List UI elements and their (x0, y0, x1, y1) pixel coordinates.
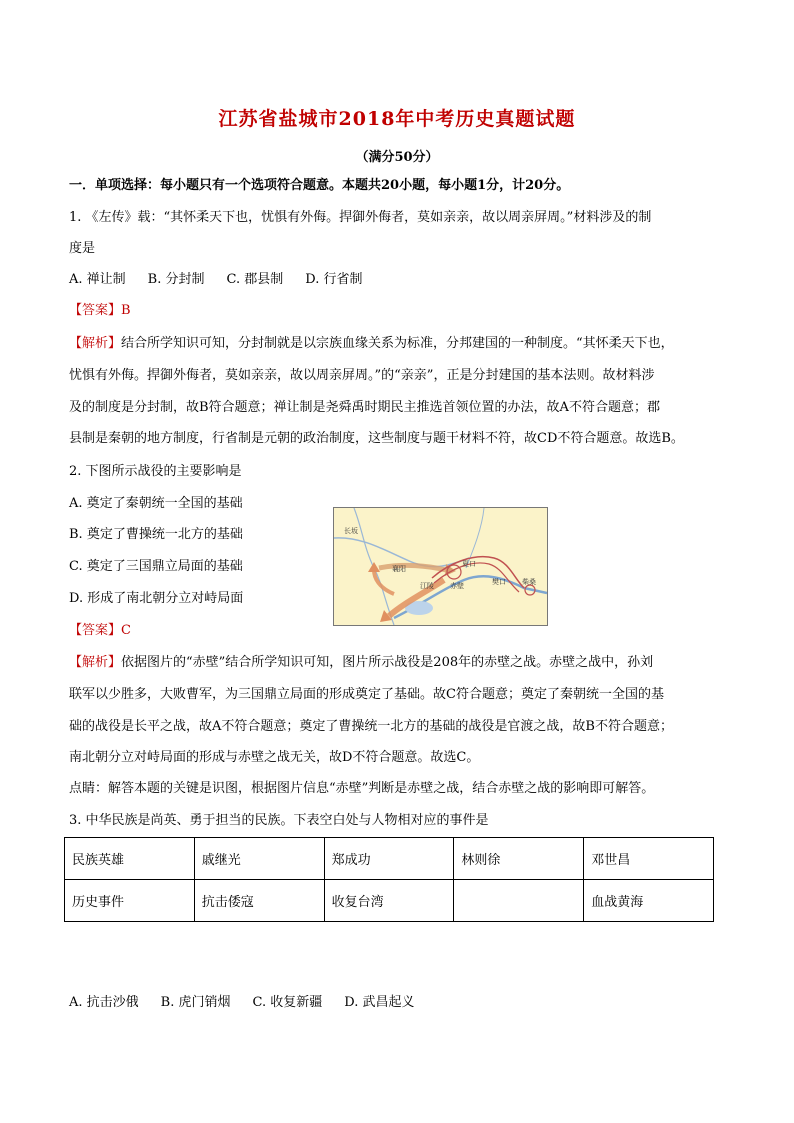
q3-option-a: A. 抗击沙俄 (69, 995, 139, 1010)
q2-analysis-line2: 联军以少胜多，大败曹军，为三国鼎立局面的形成奠定了基础。故C符合题意；奠定了秦朝统一全国的基 (69, 687, 664, 702)
table-row (65, 880, 714, 922)
q2-analysis-label: 【解析】 (69, 655, 122, 670)
table-cell: 民族英雄 (65, 838, 195, 880)
battle-map-image (333, 507, 548, 626)
q2-answer-label: 【答案】 (69, 623, 122, 638)
q2-stem: 2. 下图所示战役的主要影响是 (69, 464, 242, 479)
q3-option-d: D. 武昌起义 (344, 995, 415, 1010)
map-label-jiangling: 江陵 (420, 582, 434, 590)
q1-option-a: A. 禅让制 (69, 272, 126, 287)
q2-answer-value: C (121, 623, 131, 638)
battle-map-svg (334, 508, 547, 625)
q2-analysis-text1: 依据图片的“赤壁”结合所学知识可知，图片所示战役是208年的赤壁之战。赤壁之战中，孙刘 (121, 655, 654, 670)
q1-options (69, 270, 729, 290)
map-label-changban: 长坂 (344, 527, 358, 535)
table-cell: 收复台湾 (324, 880, 454, 922)
table-cell: 郑成功 (324, 838, 454, 880)
map-label-fankou: 樊口 (492, 578, 506, 586)
q2-option-d: D. 形成了南北朝分立对峙局面 (69, 591, 244, 606)
table-cell: 林则徐 (454, 838, 584, 880)
table-cell: 历史事件 (65, 880, 195, 922)
q1-answer-label: 【答案】 (69, 303, 122, 318)
map-label-xiakou: 夏口 (462, 560, 476, 568)
q2-analysis-line1 (69, 653, 729, 673)
q1-analysis-text1: 结合所学知识可知，分封制就是以宗族血缘关系为标准，分邦建国的一种制度。“其怀柔天下也， (121, 336, 674, 351)
q1-option-c: C. 郡县制 (226, 272, 284, 287)
section-heading: 一．单项选择：每小题只有一个选项符合题意。本题共20小题，每小题1分，计20分。 (69, 178, 570, 193)
q3-option-b: B. 虎门销烟 (160, 995, 231, 1010)
q1-analysis-line3: 及的制度是分封制，故B符合题意；禅让制是尧舜禹时期民主推选首领位置的办法，故A不符合题意；郡 (69, 400, 660, 415)
table-cell: 戚继光 (194, 838, 324, 880)
q2-option-c: C. 奠定了三国鼎立局面的基础 (69, 559, 243, 574)
q2-tip: 点睛：解答本题的关键是识图，根据图片信息“赤壁”判断是赤壁之战，结合赤壁之战的影响即可解答。 (69, 781, 655, 796)
heroes-events-table (64, 837, 714, 922)
q1-analysis-line1 (69, 334, 729, 354)
map-label-chaisang: 柴桑 (522, 578, 536, 586)
q2-option-b: B. 奠定了曹操统一北方的基础 (69, 527, 243, 542)
table-cell: 抗击倭寇 (194, 880, 324, 922)
q2-answer (69, 621, 729, 641)
document-title: 江苏省盐城市2018年中考历史真题试题 (218, 108, 576, 130)
q3-stem: 3. 中华民族是尚英、勇于担当的民族。下表空白处与人物相对应的事件是 (69, 813, 489, 828)
table-row (65, 838, 714, 880)
table-cell-blank (454, 880, 584, 922)
q1-analysis-label: 【解析】 (69, 336, 122, 351)
q3-option-c: C. 收复新疆 (252, 995, 323, 1010)
q1-analysis-line4: 县制是秦朝的地方制度，行省制是元朝的政治制度，这些制度与题干材料不符，故CD不符合题意。故选B。 (69, 431, 684, 446)
q2-option-a: A. 奠定了秦朝统一全国的基础 (69, 496, 243, 511)
q1-analysis-line2: 忧惧有外侮。捍御外侮者，莫如亲亲，故以周亲屏周。”的“亲亲”，正是分封建国的基本法则。故材料涉 (69, 368, 655, 383)
map-label-xiangyang: 襄阳 (392, 565, 406, 573)
q3-options (69, 993, 729, 1013)
map-label-chibi: 赤壁 (450, 582, 464, 590)
q2-analysis-line3: 础的战役是长平之战，故A不符合题意；奠定了曹操统一北方的基础的战役是官渡之战，故B不符合题意； (69, 719, 673, 734)
table-cell: 邓世昌 (584, 838, 714, 880)
q1-option-d: D. 行省制 (305, 272, 363, 287)
q1-answer (69, 301, 729, 321)
document-subtitle: （满分50分） (355, 150, 439, 165)
q1-answer-value: B (121, 303, 131, 318)
q1-stem-line1: 1. 《左传》载：“其怀柔天下也，忧惧有外侮。捍御外侮者，莫如亲亲，故以周亲屏周。”材料涉及的制 (69, 210, 652, 225)
table-cell: 血战黄海 (584, 880, 714, 922)
q1-option-b: B. 分封制 (147, 272, 205, 287)
q2-analysis-line4: 南北朝分立对峙局面的形成与赤壁之战无关，故D不符合题意。故选C。 (69, 750, 480, 765)
q1-stem-line2: 度是 (69, 241, 96, 256)
